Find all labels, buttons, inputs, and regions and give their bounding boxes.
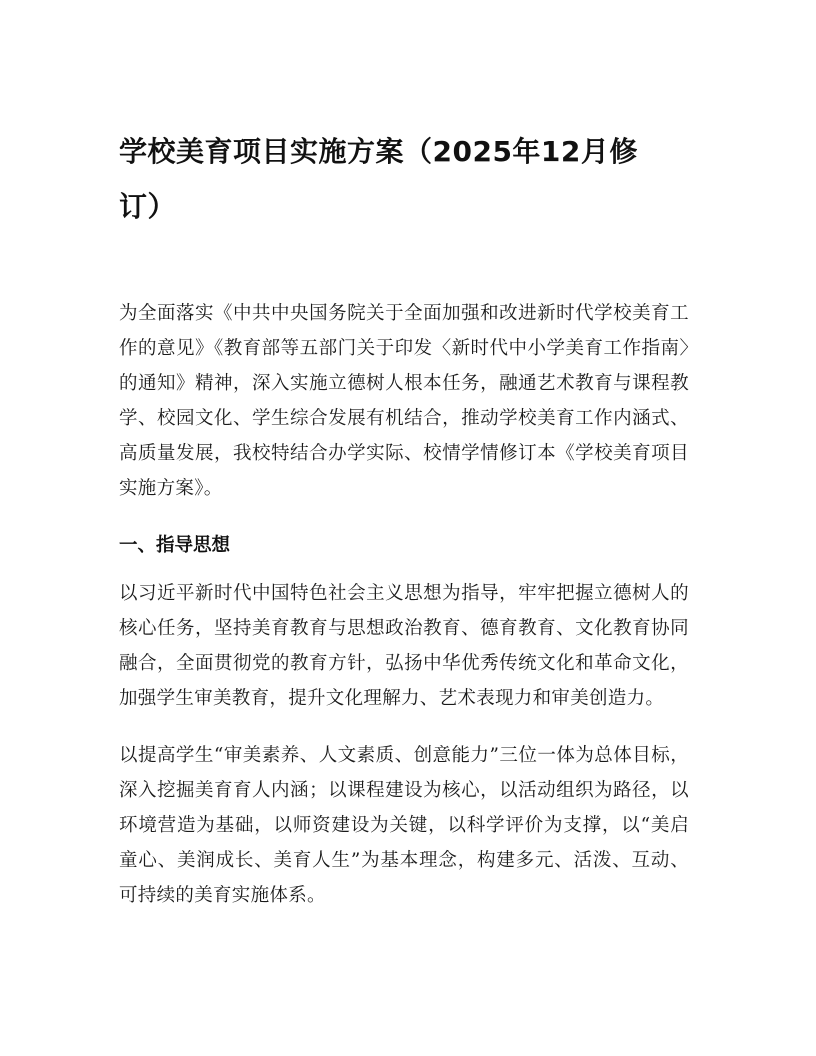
- section-paragraph: 以习近平新时代中国特色社会主义思想为指导，牢牢把握立德树人的核心任务，坚持美育教育与思想政治教育、德育教育、文化教育协同融合，全面贯彻党的教育方针，弘扬中华优秀传统文化和革命文化，加强学生审美教育，提升文化理解力、艺术表现力和审美创造力。: [119, 583, 689, 709]
- intro-paragraph: 为全面落实《中共中央国务院关于全面加强和改进新时代学校美育工作的意见》《教育部等五部门关于印发〈新时代中小学美育工作指南〉的通知》精神，深入实施立德树人根本任务，融通艺术教育与课程教学、校园文化、学生综合发展有机结合，推动学校美育工作内涵式、高质量发展，我校特结合办学实际、校情学情修订本《学校美育项目实施方案》。: [119, 303, 689, 499]
- section-heading: 一、指导思想: [119, 535, 231, 556]
- section-paragraph-block: [119, 576, 689, 716]
- document-title: 学校美育项目实施方案（2025年12月修订）: [119, 135, 638, 223]
- section-paragraph: 以提高学生“审美素养、人文素质、创意能力”三位一体为总体目标，深入挖掘美育育人内涵；以课程建设为核心，以活动组织为路径，以环境营造为基础，以师资建设为关键，以科学评价为支撑，以“美启童心、美润成长、美育人生”为基本理念，构建多元、活泼、互动、可持续的美育实施体系。: [119, 745, 689, 906]
- section-paragraph-block: [119, 738, 689, 913]
- section-guiding-ideology: [119, 528, 689, 563]
- intro-block: [119, 296, 689, 506]
